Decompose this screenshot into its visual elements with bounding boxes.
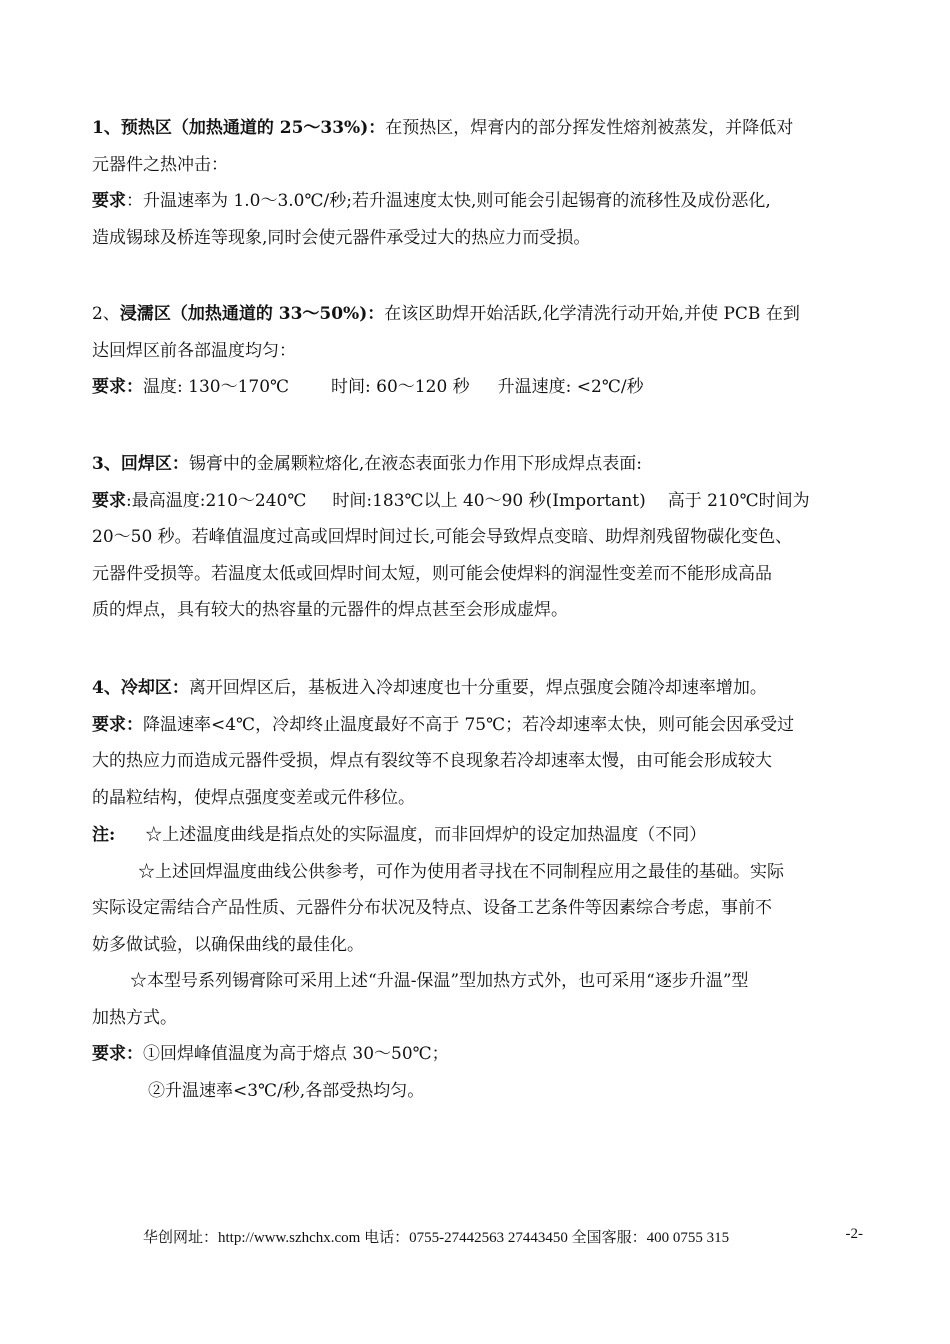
note-2-line-3: 妨多做试验，以确保曲线的最佳化。 bbox=[92, 934, 364, 955]
req-label: 要求 bbox=[92, 191, 126, 211]
section-preheat-req-1: 要求：升温速率为 1.0～3.0℃/秒;若升温速度太快,则可能会引起锡膏的流移性及成份恶化, bbox=[92, 191, 771, 211]
note-2-line-2: 实际设定需结合产品性质、元器件分布状况及特点、设备工艺条件等因素综合考虑，事前不 bbox=[92, 898, 772, 918]
section-preheat-req-2: 造成锡球及桥连等现象,同时会使元器件承受过大的热应力而受损。 bbox=[92, 227, 591, 248]
page-number: -2- bbox=[845, 1226, 863, 1242]
req-label: 要求： bbox=[92, 1044, 143, 1064]
note-2-line-1: ☆上述回焊温度曲线公供参考，可作为使用者寻找在不同制程应用之最佳的基础。实际 bbox=[138, 861, 784, 882]
req-label: 要求 bbox=[92, 490, 126, 511]
section-reflow-req-2: 20～50 秒。若峰值温度过高或回焊时间过长,可能会导致焊点变暗、助焊剂残留物碳化变色、 bbox=[92, 527, 793, 547]
section-cooling bbox=[92, 670, 862, 816]
section-reflow-title: 3、回焊区： bbox=[92, 454, 189, 474]
section-cooling-line-1: 4、冷却区：离开回焊区后，基板进入冷却速度也十分重要，焊点强度会随冷却速率增加。 bbox=[92, 678, 767, 698]
section-preheat-line-2: 元器件之热冲击： bbox=[92, 154, 228, 175]
section-cooling-title: 4、冷却区： bbox=[92, 678, 189, 698]
req-label: 要求： bbox=[92, 377, 143, 397]
section-soak-line-1: 2、浸濡区（加热通道的 33～50%)：在该区助焊开始活跃,化学清洗行动开始,并使 PCB 在到 bbox=[92, 304, 800, 324]
section-soak-req: 要求：温度: 130～170℃ 时间: 60～120 秒 升温速度: <2℃/秒 bbox=[92, 377, 644, 397]
section-cooling-req-1: 要求：降温速率<4℃，冷却终止温度最好不高于 75℃；若冷却速率太快，则可能会因承受过 bbox=[92, 714, 795, 735]
section-reflow-line-1: 3、回焊区：锡膏中的金属颗粒熔化,在液态表面张力作用下形成焊点表面: bbox=[92, 454, 642, 474]
section-soak-line-2: 达回焊区前各部温度均匀： bbox=[92, 340, 296, 361]
section-preheat bbox=[92, 110, 862, 256]
section-reflow-req-1: 要求:最高温度:210～240℃ 时间:183℃以上 40～90 秒(Important) 高于 210℃时间为 bbox=[92, 490, 810, 511]
page-footer bbox=[143, 1226, 863, 1247]
footer-contact: 华创网址：http://www.szhchx.com 电话：0755-27442563 27443450 全国客服：400 0755 315 bbox=[143, 1230, 730, 1246]
section-reflow-req-3: 元器件受损等。若温度太低或回焊时间太短，则可能会使焊料的润湿性变差而不能形成高品 bbox=[92, 563, 772, 584]
section-soak bbox=[92, 296, 862, 406]
note-1: 注: ☆上述温度曲线是指点处的实际温度，而非回焊炉的设定加热温度（不同） bbox=[92, 825, 707, 845]
section-soak-title: 浸濡区（加热通道的 33～50%)： bbox=[119, 304, 385, 324]
section-preheat-title: 1、预热区（加热通道的 25～33%)： bbox=[92, 118, 386, 138]
section-cooling-req-2: 大的热应力而造成元器件受损，焊点有裂纹等不良现象若冷却速率太慢，由可能会形成较大 bbox=[92, 751, 772, 771]
section-cooling-req-3: 的晶粒结构，使焊点强度变差或元件移位。 bbox=[92, 787, 415, 808]
note-req-2: ②升温速率<3℃/秒,各部受热均匀。 bbox=[148, 1080, 425, 1101]
section-reflow-req-4: 质的焊点，具有较大的热容量的元器件的焊点甚至会形成虚焊。 bbox=[92, 600, 568, 620]
note-req-1: 要求：①回焊峰值温度为高于熔点 30～50℃； bbox=[92, 1044, 449, 1064]
note-3-line-1: ☆本型号系列锡膏除可采用上述“升温-保温”型加热方式外，也可采用“逐步升温”型 bbox=[130, 971, 749, 991]
note-3-line-2: 加热方式。 bbox=[92, 1007, 177, 1028]
section-reflow bbox=[92, 446, 862, 629]
note-label: 注: bbox=[92, 825, 116, 845]
notes-section bbox=[92, 817, 862, 1109]
section-preheat-line-1: 1、预热区（加热通道的 25～33%)：在预热区，焊膏内的部分挥发性熔剂被蒸发，并降低对 bbox=[92, 118, 794, 138]
req-label: 要求： bbox=[92, 714, 143, 735]
